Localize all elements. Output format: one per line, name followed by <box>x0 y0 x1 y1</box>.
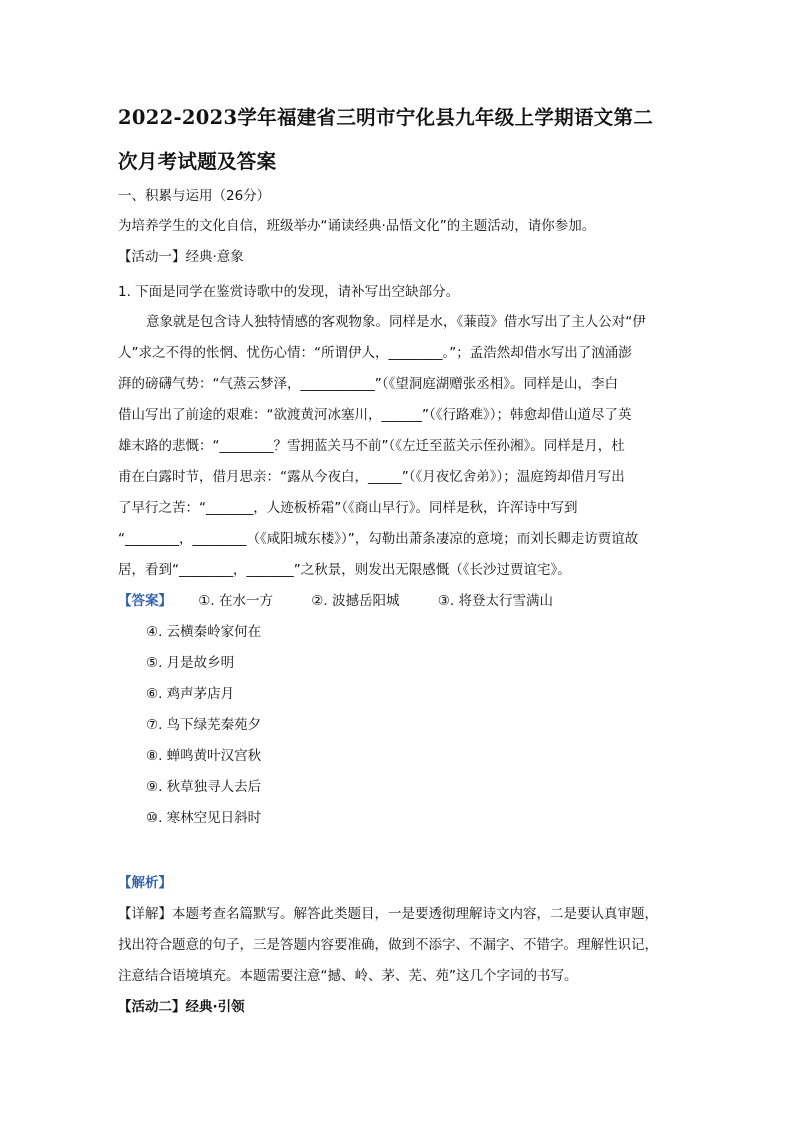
passage-line: “________，________（《咸阳城东楼》）”，勾勒出萧条凄凉的意境；而刘长卿走访贾谊故 <box>118 531 639 547</box>
passage-line: 人”求之不得的怅惘、忧伤心情：“所谓伊人，________。”；孟浩然却借水写出了汹涌澎 <box>118 345 632 361</box>
answer-label: 【答案】 <box>118 593 172 609</box>
section-heading: 一、积累与运用（26分） <box>118 188 271 204</box>
answer-item: ⑤. 月是故乡明 <box>146 655 235 671</box>
activity2-heading: 【活动二】经典·引领 <box>118 999 245 1015</box>
detail-line: 【详解】本题考查名篇默写。解答此类题目，一是要透彻理解诗文内容，二是要认真审题， <box>118 906 658 922</box>
passage-line: 借山写出了前途的艰难：“欲渡黄河冰塞川，______”（《行路难》）；韩愈却借山道尽了英 <box>118 407 632 423</box>
answer-item: ①. 在水一方 <box>198 593 273 609</box>
answer-item: ④. 云横秦岭家何在 <box>146 624 262 640</box>
answer-item: ⑩. 寒林空见日斜时 <box>146 810 262 826</box>
passage-line: 湃的磅礴气势：“气蒸云梦泽，___________”（《望洞庭湖赠张丞相》。同样是山，李白 <box>118 376 618 392</box>
question-1: 1. 下面是同学在鉴赏诗歌中的发现，请补写出空缺部分。 <box>118 284 460 300</box>
passage-line: 了早行之苦：“_______，人迹板桥霜”（《商山早行》。同样是秋，许浑诗中写到 <box>118 500 578 516</box>
answer-item: ⑧. 蝉鸣黄叶汉宫秋 <box>146 748 262 764</box>
answer-item: ③. 将登太行雪满山 <box>437 593 553 609</box>
detail-line: 注意结合语境填充。本题需要注意“撼、岭、茅、芜、苑”这几个字词的书写。 <box>118 968 578 984</box>
answer-item: ②. 波撼岳阳城 <box>311 593 400 609</box>
passage-line: 甫在白露时节，借月思亲：“露从今夜白，_____”（《月夜忆舍弟》）；温庭筠却借月写出 <box>118 469 625 485</box>
document-title-line1: 2022-2023学年福建省三明市宁化县九年级上学期语文第二 <box>118 106 654 129</box>
answer-row-first <box>118 591 684 611</box>
passage-line: 意象就是包含诗人独特情感的客观物象。同样是水，《蒹葭》借水写出了主人公对“伊 <box>146 314 646 330</box>
passage-line: 雄末路的悲慨：“________？雪拥蓝关马不前”（《左迁至蓝关示侄孙湘》。同样是月，杜 <box>118 438 625 454</box>
document-title-line2: 次月考试题及答案 <box>118 150 277 173</box>
passage-line: 居，看到“________，_______”之秋景，则发出无限感慨（《长沙过贾谊宅》。 <box>118 562 571 578</box>
answer-item: ⑥. 鸡声茅店月 <box>146 686 235 702</box>
answer-item: ⑦. 鸟下绿芜秦苑夕 <box>146 717 262 733</box>
analysis-label: 【解析】 <box>118 875 172 891</box>
answer-item: ⑨. 秋草独寻人去后 <box>146 779 262 795</box>
detail-line: 找出符合题意的句子，三是答题内容要准确，做到不添字、不漏字、不错字。理解性识记， <box>118 937 658 953</box>
activity1-heading: 【活动一】经典·意象 <box>118 249 244 265</box>
intro-text: 为培养学生的文化自信，班级举办“诵读经典·品悟文化”的主题活动，请你参加。 <box>118 218 596 234</box>
